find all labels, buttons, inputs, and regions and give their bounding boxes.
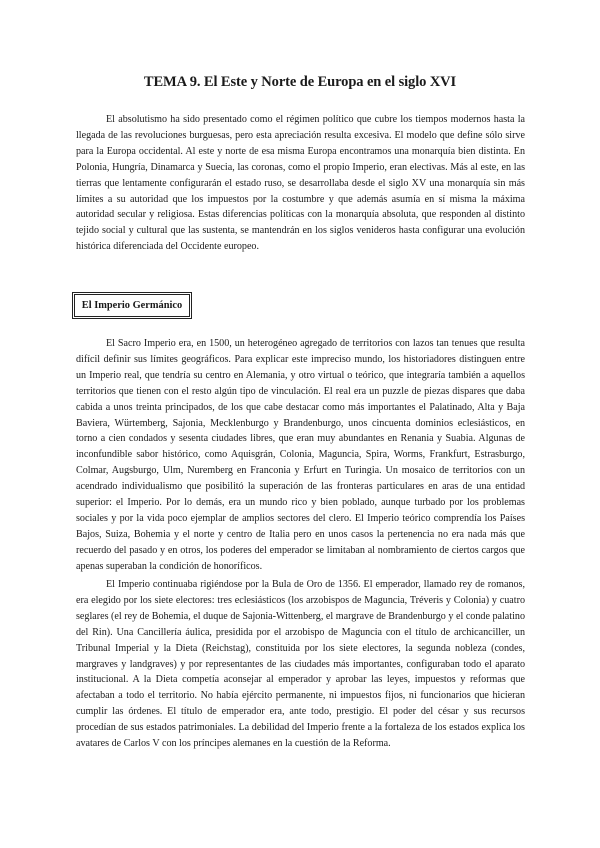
intro-paragraph: El absolutismo ha sido presentado como el régimen político que cubre los tiempos modernos hasta la llegada de las revoluciones burguesas, pero esta apreciación resulta excesiva. El modelo que define sólo sirve para la Europa occidental. Al este y norte de esa misma Europa encontramos una monarquía bien distinta. En Polonia, Hungría, Dinamarca y Suecia, las coronas, como el propio Imperio, eran electivas. Más al este, en las tierras que lentamente configurarán el estado ruso, se desarrollaba desde el siglo XV una monarquía sin más límites a su autoridad que los impuestos por la costumbre y que además asumía en sí misma la máxima autoridad secular y religiosa. Estas diferencias políticas con la monarquía absoluta, que responden al distinto tejido social y cultural que las sustenta, se mantendrán en los siglos venideros hasta configurar una evolución histórica diferenciada del Occidente europeo.	[76, 114, 525, 253]
section-heading: El Imperio Germánico	[74, 294, 190, 317]
body-paragraph: El Imperio continuaba rigiéndose por la Bula de Oro de 1356. El emperador, llamado rey de romanos, era elegido por los siete electores: tres eclesiásticos (los arzobispos de Maguncia, Tréveris y Colonia) y cuatro seglares (el rey de Bohemia, el duque de Sajonia-Wittenberg, el margrave de Brandenburgo y el conde palatino del Rin). Una Cancillería áulica, presidida por el arzobispo de Maguncia con el título de archicanciller, un Tribunal Imperial y la Dieta (Reichstag), constituida por los siete electores, la segunda nobleza (condes, margraves y landgraves) y por representantes de las ciudades más importantes, configuraban todo el aparato institucional. A la Dieta competía aconsejar al emperador y aprobar las leyes, impuestos y reformas que afectaban a todo el territorio. No había ejército permanente, ni impuestos fijos, ni funcionarios que hicieran cumplir las órdenes. El título de emperador era, ante todo, prestigio. El poder del césar y sus recursos procedían de sus estados patrimoniales. La debilidad del Imperio frente a la fortaleza de los estados explica los avatares de Carlos V con los príncipes alemanes en la cuestión de la Reforma.	[76, 579, 525, 750]
page-title: TEMA 9. El Este y Norte de Europa en el siglo XVI	[143, 74, 457, 90]
section-heading-box	[72, 292, 192, 319]
body-paragraph: El Sacro Imperio era, en 1500, un heterogéneo agregado de territorios con lazos tan tenues que resulta difícil definir sus límites geográficos. Para explicar este impreciso mundo, los historiadores distinguen entre un Imperio real, que tendría su centro en Alemania, y otro virtual o teórico, que integraría también a aquellos territorios que tienen con el resto algún tipo de vinculación. El real era un puzzle de piezas dispares que daba cabida a unos treinta principados, de los que cabe destacar como más importantes el Palatinado, Alta y Baja Baviera, Würtemberg, Sajonia, Mecklenburgo y Brandenburgo, unos cincuenta dominios eclesiásticos, en torno a cien condados y sesenta ciudades libres, que eran muy abundantes en Renania y Suabia. Algunas de inconfundible sabor histórico, como Aquisgrán, Colonia, Maguncia, Spira, Worms, Frankfurt, Estrasburgo, Colmar, Augsburgo, Ulm, Nuremberg en Franconia y Erfurt en Turingia. Un mosaico de territorios con un acendrado individualismo que posibilitó la superación de las fronteras particulares en aras de una entidad superior: el Imperio. Por lo demás, era un mundo rico y bien poblado, aunque turbado por los problemas sociales y por la vida poco ejemplar de amplios sectores del clero. El Imperio teórico comprendía los Países Bajos, Suiza, Bohemia y el norte y centro de Italia pero en unos casos la pertenencia no era nada más que recuerdo del pasado y en otros, los poderes del emperador se limitaban al nombramiento de ciertos cargos que apenas superaban la condición de honoríficos.	[76, 338, 525, 572]
